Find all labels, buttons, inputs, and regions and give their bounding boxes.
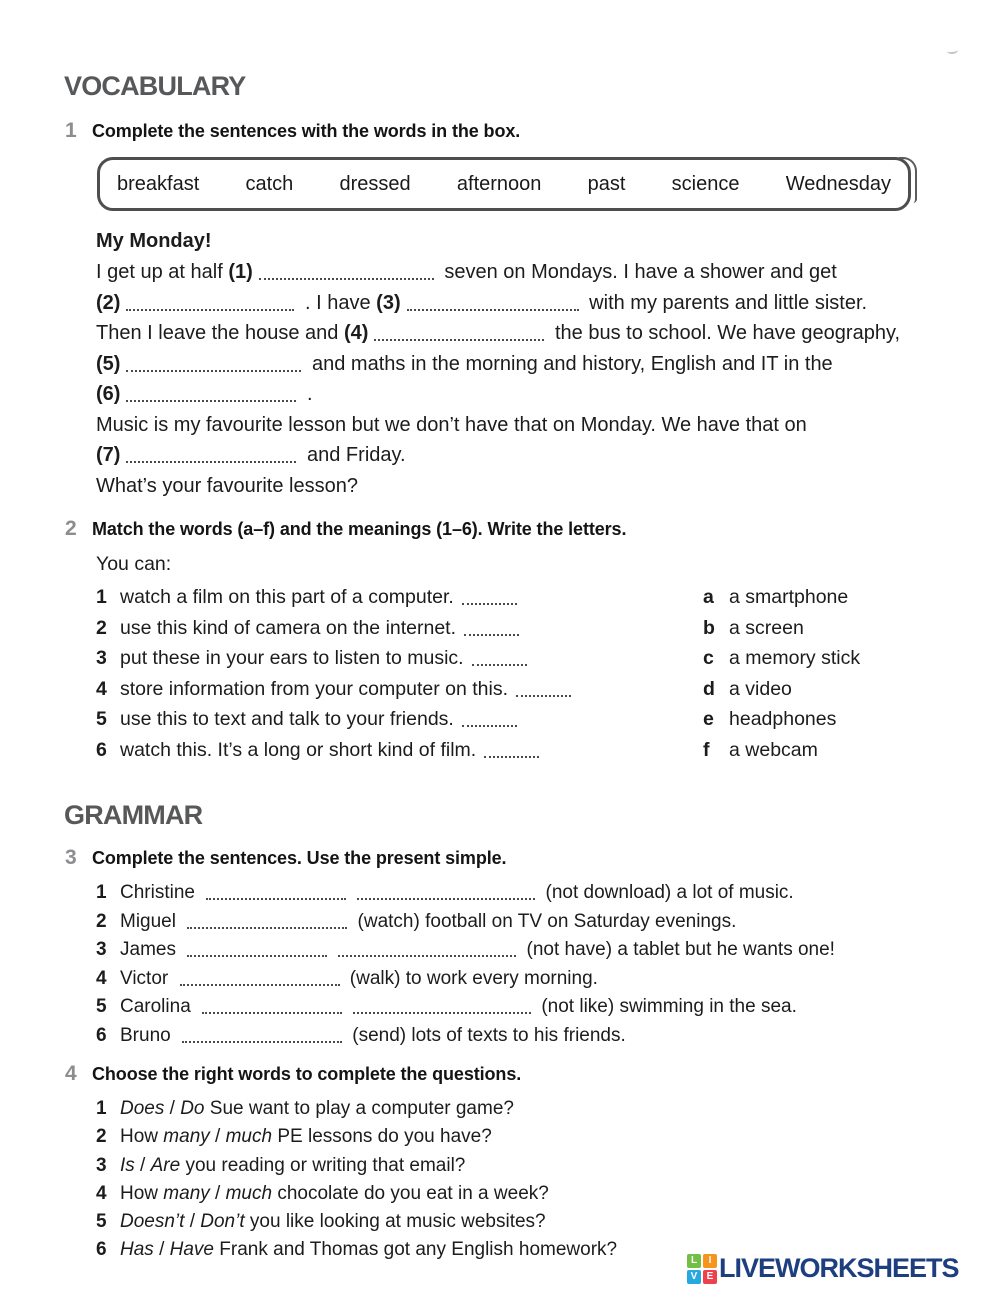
item-number: 4 xyxy=(96,967,107,989)
text-run: Do xyxy=(180,1098,205,1119)
question-text xyxy=(120,1239,617,1260)
exercise3-number: 3 xyxy=(65,846,77,869)
story-line xyxy=(96,410,976,441)
item-number: 1 xyxy=(96,586,107,608)
exercise1-number: 1 xyxy=(65,119,77,142)
word-box-item: breakfast xyxy=(117,172,200,195)
text-run: (not like) swimming in the sea. xyxy=(536,996,797,1017)
match-item-row xyxy=(96,735,656,766)
text-run: (3) xyxy=(376,291,401,314)
story-section xyxy=(96,226,976,501)
text-run: Doesn’t xyxy=(120,1211,185,1233)
answer-blank[interactable] xyxy=(187,912,347,929)
word-box-item: science xyxy=(671,172,740,195)
match-items xyxy=(96,582,656,766)
option-letter: e xyxy=(703,708,714,731)
option-letter: c xyxy=(703,647,714,670)
item-text: watch a film on this part of a computer. xyxy=(120,586,454,608)
vocabulary-heading: VOCABULARY xyxy=(64,71,246,101)
text-run: the bus to school. We have geography, xyxy=(549,322,901,344)
text-run: James xyxy=(120,939,182,960)
item-number: 2 xyxy=(96,1126,107,1148)
exercise4-number: 4 xyxy=(65,1062,77,1085)
text-run: (not have) a tablet but he wants one! xyxy=(521,939,835,960)
match-option-row xyxy=(703,582,963,613)
word-box-item: past xyxy=(587,172,626,195)
question-text xyxy=(120,1126,492,1147)
story-line xyxy=(96,288,976,319)
text-run: (2) xyxy=(96,291,121,314)
question-row xyxy=(96,1208,976,1236)
text-run: you reading or writing that email? xyxy=(180,1154,466,1176)
story-line xyxy=(96,440,976,471)
match-option-row xyxy=(703,643,963,674)
text-run: Victor xyxy=(120,967,174,989)
answer-blank[interactable] xyxy=(259,263,434,280)
item-number: 2 xyxy=(96,616,107,639)
exercise4-items xyxy=(96,1095,976,1265)
sentence-row xyxy=(96,993,976,1022)
option-text: a memory stick xyxy=(729,647,861,670)
exercise3-instruction: Complete the sentences. Use the present simple. xyxy=(92,848,507,868)
answer-blank[interactable] xyxy=(180,969,340,986)
question-text xyxy=(120,1155,465,1176)
option-text: headphones xyxy=(729,708,837,731)
text-run: Sue want to play a computer game? xyxy=(204,1098,514,1119)
option-letter: d xyxy=(703,677,715,700)
answer-blank[interactable] xyxy=(126,385,296,402)
text-run: Have xyxy=(169,1239,214,1261)
exercise2-header xyxy=(65,517,965,541)
sentence-row xyxy=(96,879,976,908)
option-letter: a xyxy=(703,586,714,608)
sentence-text xyxy=(120,911,736,932)
exercise4-header xyxy=(65,1062,965,1086)
answer-blank[interactable] xyxy=(516,680,571,697)
text-run: / xyxy=(164,1098,181,1119)
scan-artifact-dash xyxy=(947,46,959,54)
text-run: seven on Mondays. I have a shower and get xyxy=(438,261,837,283)
text-run: Then I leave the house and xyxy=(96,322,344,344)
item-number: 4 xyxy=(96,1182,107,1204)
answer-blank[interactable] xyxy=(462,588,517,605)
sentence-text xyxy=(120,968,598,989)
text-run: Christine xyxy=(120,882,201,903)
text-run: much xyxy=(225,1126,273,1148)
text-run: many xyxy=(163,1182,210,1204)
exercise2-number: 2 xyxy=(65,517,77,540)
match-item-row xyxy=(96,704,656,735)
story-title: My Monday! xyxy=(96,230,212,252)
item-text: watch this. It’s a long or short kind of film. xyxy=(120,738,477,761)
answer-blank[interactable] xyxy=(126,294,294,311)
text-run: / xyxy=(209,1126,226,1148)
story-line xyxy=(96,349,976,380)
sentence-row xyxy=(96,965,976,994)
item-text: put these in your ears to listen to music. xyxy=(120,647,464,670)
answer-blank[interactable] xyxy=(126,446,296,463)
sentence-row xyxy=(96,908,976,937)
text-run: . I have xyxy=(299,291,377,314)
story-line xyxy=(96,318,976,349)
answer-blank[interactable] xyxy=(206,883,346,900)
item-number: 2 xyxy=(96,910,107,932)
answer-blank[interactable] xyxy=(126,355,301,372)
exercise3-items xyxy=(96,879,976,1050)
question-row xyxy=(96,1123,976,1151)
logo-letter-cell: E xyxy=(703,1270,717,1284)
answer-blank[interactable] xyxy=(353,997,531,1014)
text-run: How xyxy=(120,1182,164,1204)
text-run: much xyxy=(225,1182,273,1204)
story-line xyxy=(96,379,976,410)
exercise1-header xyxy=(65,119,965,143)
sentence-text xyxy=(120,1025,626,1046)
exercise4-instruction: Choose the right words to complete the questions. xyxy=(92,1064,522,1084)
word-box-item: catch xyxy=(245,172,294,195)
option-letter: b xyxy=(703,616,715,639)
match-option-row xyxy=(703,735,963,766)
word-box xyxy=(97,157,911,211)
text-run: Don’t xyxy=(200,1211,245,1233)
question-row xyxy=(96,1180,976,1208)
sentence-text xyxy=(120,882,794,903)
text-run: (walk) to work every morning. xyxy=(344,967,598,989)
item-number: 6 xyxy=(96,1024,107,1046)
text-run: (watch) football on TV on Saturday evenings. xyxy=(352,910,737,932)
text-run: (not download) a lot of music. xyxy=(540,882,794,903)
sentence-text xyxy=(120,939,835,960)
item-text: store information from your computer on this. xyxy=(120,677,508,700)
answer-blank[interactable] xyxy=(484,741,539,758)
text-run: (send) lots of texts to his friends. xyxy=(346,1024,626,1046)
option-letter: f xyxy=(703,738,710,761)
liveworksheets-wordmark: LIVEWORKSHEETS xyxy=(719,1253,959,1283)
logo-letter-cell: I xyxy=(703,1254,717,1268)
option-text: a video xyxy=(729,677,792,700)
text-run: / xyxy=(184,1211,201,1233)
liveworksheets-logo xyxy=(687,1253,959,1284)
match-item-row xyxy=(96,674,656,705)
text-run: / xyxy=(134,1154,151,1176)
answer-blank[interactable] xyxy=(187,940,327,957)
question-text xyxy=(120,1098,514,1119)
sentence-text xyxy=(120,996,797,1017)
option-text: a smartphone xyxy=(729,586,849,608)
item-number: 1 xyxy=(96,882,107,903)
match-item-row xyxy=(96,582,656,613)
text-run: Has xyxy=(120,1239,154,1261)
answer-blank[interactable] xyxy=(407,294,579,311)
word-box-item: dressed xyxy=(339,172,411,195)
item-number: 3 xyxy=(96,1154,107,1176)
text-run: Frank and Thomas got any English homework? xyxy=(214,1239,618,1261)
logo-letter-cell: L xyxy=(687,1254,701,1268)
match-item-row xyxy=(96,613,656,644)
sentence-row xyxy=(96,1022,976,1051)
match-option-row xyxy=(703,704,963,735)
story-line xyxy=(96,257,976,288)
match-option-row xyxy=(703,613,963,644)
logo-letter-cell: V xyxy=(687,1270,701,1284)
text-run: What’s your favourite lesson? xyxy=(96,474,358,497)
item-number: 5 xyxy=(96,996,107,1017)
question-row xyxy=(96,1095,976,1123)
item-number: 5 xyxy=(96,1211,107,1233)
item-number: 1 xyxy=(96,1098,107,1119)
exercise3-header xyxy=(65,846,965,870)
text-run: . xyxy=(301,383,313,405)
item-number: 3 xyxy=(96,939,107,960)
text-run: (7) xyxy=(96,444,121,466)
exercise1-instruction: Complete the sentences with the words in the box. xyxy=(92,121,521,141)
story-paragraph xyxy=(96,257,976,501)
answer-blank[interactable] xyxy=(374,324,544,341)
liveworksheets-icon xyxy=(687,1254,717,1284)
item-number: 6 xyxy=(96,738,107,761)
exercise2-intro: You can: xyxy=(96,553,172,575)
text-run: Are xyxy=(150,1154,181,1176)
answer-blank[interactable] xyxy=(182,1026,342,1043)
story-line xyxy=(96,471,976,502)
text-run: / xyxy=(209,1182,226,1204)
answer-blank[interactable] xyxy=(357,883,535,900)
answer-blank[interactable] xyxy=(464,619,519,636)
item-number: 6 xyxy=(96,1239,107,1261)
text-run: I get up at half xyxy=(96,261,229,283)
match-option-row xyxy=(703,674,963,705)
text-run: (6) xyxy=(96,383,121,405)
text-run: you like looking at music websites? xyxy=(244,1211,546,1233)
question-text xyxy=(120,1183,549,1204)
text-run: (4) xyxy=(343,322,369,344)
item-text: use this kind of camera on the internet. xyxy=(120,616,457,639)
sentence-row xyxy=(96,936,976,965)
option-text: a screen xyxy=(729,616,804,639)
text-run: Is xyxy=(120,1154,135,1176)
answer-blank[interactable] xyxy=(462,710,517,727)
text-run: Bruno xyxy=(120,1024,176,1046)
item-number: 5 xyxy=(96,708,107,731)
word-box-item: afternoon xyxy=(456,172,542,195)
text-run: chocolate do you eat in a week? xyxy=(272,1182,549,1204)
text-run: Does xyxy=(120,1098,165,1119)
question-row xyxy=(96,1152,976,1180)
question-text xyxy=(120,1211,546,1232)
option-text: a webcam xyxy=(729,738,818,761)
text-run: with my parents and little sister. xyxy=(583,291,868,314)
text-run: How xyxy=(120,1126,164,1148)
answer-blank[interactable] xyxy=(202,997,342,1014)
text-run: and maths in the morning and history, English and IT in the xyxy=(306,352,833,375)
text-run: PE lessons do you have? xyxy=(272,1126,492,1148)
item-number: 3 xyxy=(96,647,107,670)
grammar-heading: GRAMMAR xyxy=(64,800,203,830)
word-box-item: Wednesday xyxy=(785,172,891,195)
text-run: Miguel xyxy=(120,910,182,932)
answer-blank[interactable] xyxy=(472,649,527,666)
match-item-row xyxy=(96,643,656,674)
text-run: Carolina xyxy=(120,996,197,1017)
match-options xyxy=(703,582,963,766)
text-run: Music is my favourite lesson but we don’t have that on Monday. We have that on xyxy=(96,413,807,436)
text-run: (5) xyxy=(96,352,121,375)
text-run: / xyxy=(153,1239,170,1261)
text-run: and Friday. xyxy=(301,444,406,466)
exercise2-instruction: Match the words (a–f) and the meanings (1–6). Write the letters. xyxy=(92,519,627,539)
text-run: (1) xyxy=(228,261,253,283)
answer-blank[interactable] xyxy=(338,940,516,957)
item-number: 4 xyxy=(96,677,107,700)
item-text: use this to text and talk to your friends. xyxy=(120,708,454,731)
text-run: many xyxy=(163,1126,210,1148)
